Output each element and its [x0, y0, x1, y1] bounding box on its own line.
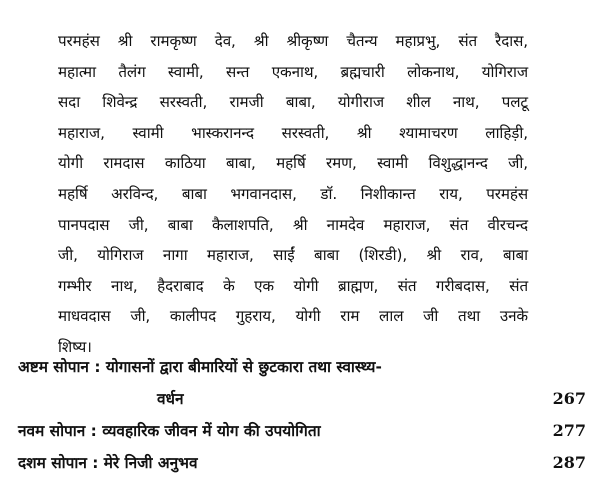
paragraph-line: जी, योगिराज नागा महाराज, साईं बाबा (शिरडी), श्री राव, बाबा — [58, 246, 528, 265]
table-of-contents — [18, 351, 586, 479]
paragraph-line: पानपदास जी, बाबा कैलाशपति, श्री नामदेव महाराज, संत वीरचन्द — [58, 215, 528, 234]
toc-entry-navam — [18, 415, 586, 447]
paragraph-line: सदा शिवेन्द्र सरस्वती, रामजी बाबा, योगीराज शील नाथ, पलटू — [58, 93, 528, 112]
toc-entry-title: दशम सोपान : मेरे निजी अनुभव — [18, 454, 198, 472]
paragraph-line: शिष्य। — [58, 337, 92, 356]
paragraph-line: योगी रामदास काठिया बाबा, महर्षि रमण, स्वामी विशुद्धानन्द जी, — [58, 154, 528, 173]
toc-entry-page-number: 277 — [552, 421, 586, 440]
paragraph-line: गम्भीर नाथ, हैदराबाद के एक योगी ब्राह्मण, संत गरीबदास, संत — [58, 276, 528, 295]
toc-entry-ashtam-continuation — [18, 383, 586, 415]
paragraph-line: महर्षि अरविन्द, बाबा भगवानदास, डॉ. निशीकान्त राय, परमहंस — [58, 184, 528, 203]
saints-list-paragraph — [58, 26, 528, 363]
toc-entry-page-number: 267 — [552, 389, 586, 408]
paragraph-line: महाराज, स्वामी भास्करानन्द सरस्वती, श्री श्यामाचरण लाहिड़ी, — [58, 123, 528, 142]
paragraph-line: महात्मा तैलंग स्वामी, सन्त एकनाथ, ब्रह्मचारी लोकनाथ, योगिराज — [58, 62, 528, 81]
paragraph-line: परमहंस श्री रामकृष्ण देव, श्री श्रीकृष्ण चैतन्य महाप्रभु, संत रैदास, — [58, 32, 528, 50]
toc-entry-title: अष्टम सोपान : योगासनों द्वारा बीमारियों से छुटकारा तथा स्वास्थ्य- — [18, 358, 382, 376]
toc-entry-page-number: 287 — [552, 453, 586, 472]
toc-entry-title: नवम सोपान : व्यवहारिक जीवन में योग की उपयोगिता — [18, 422, 321, 440]
toc-entry-ashtam — [18, 351, 586, 383]
toc-entry-title-continuation: वर्धन — [157, 390, 184, 408]
toc-entry-dasham — [18, 447, 586, 479]
paragraph-line: माधवदास जी, कालीपद गुहराय, योगी राम लाल जी तथा उनके — [58, 307, 529, 326]
